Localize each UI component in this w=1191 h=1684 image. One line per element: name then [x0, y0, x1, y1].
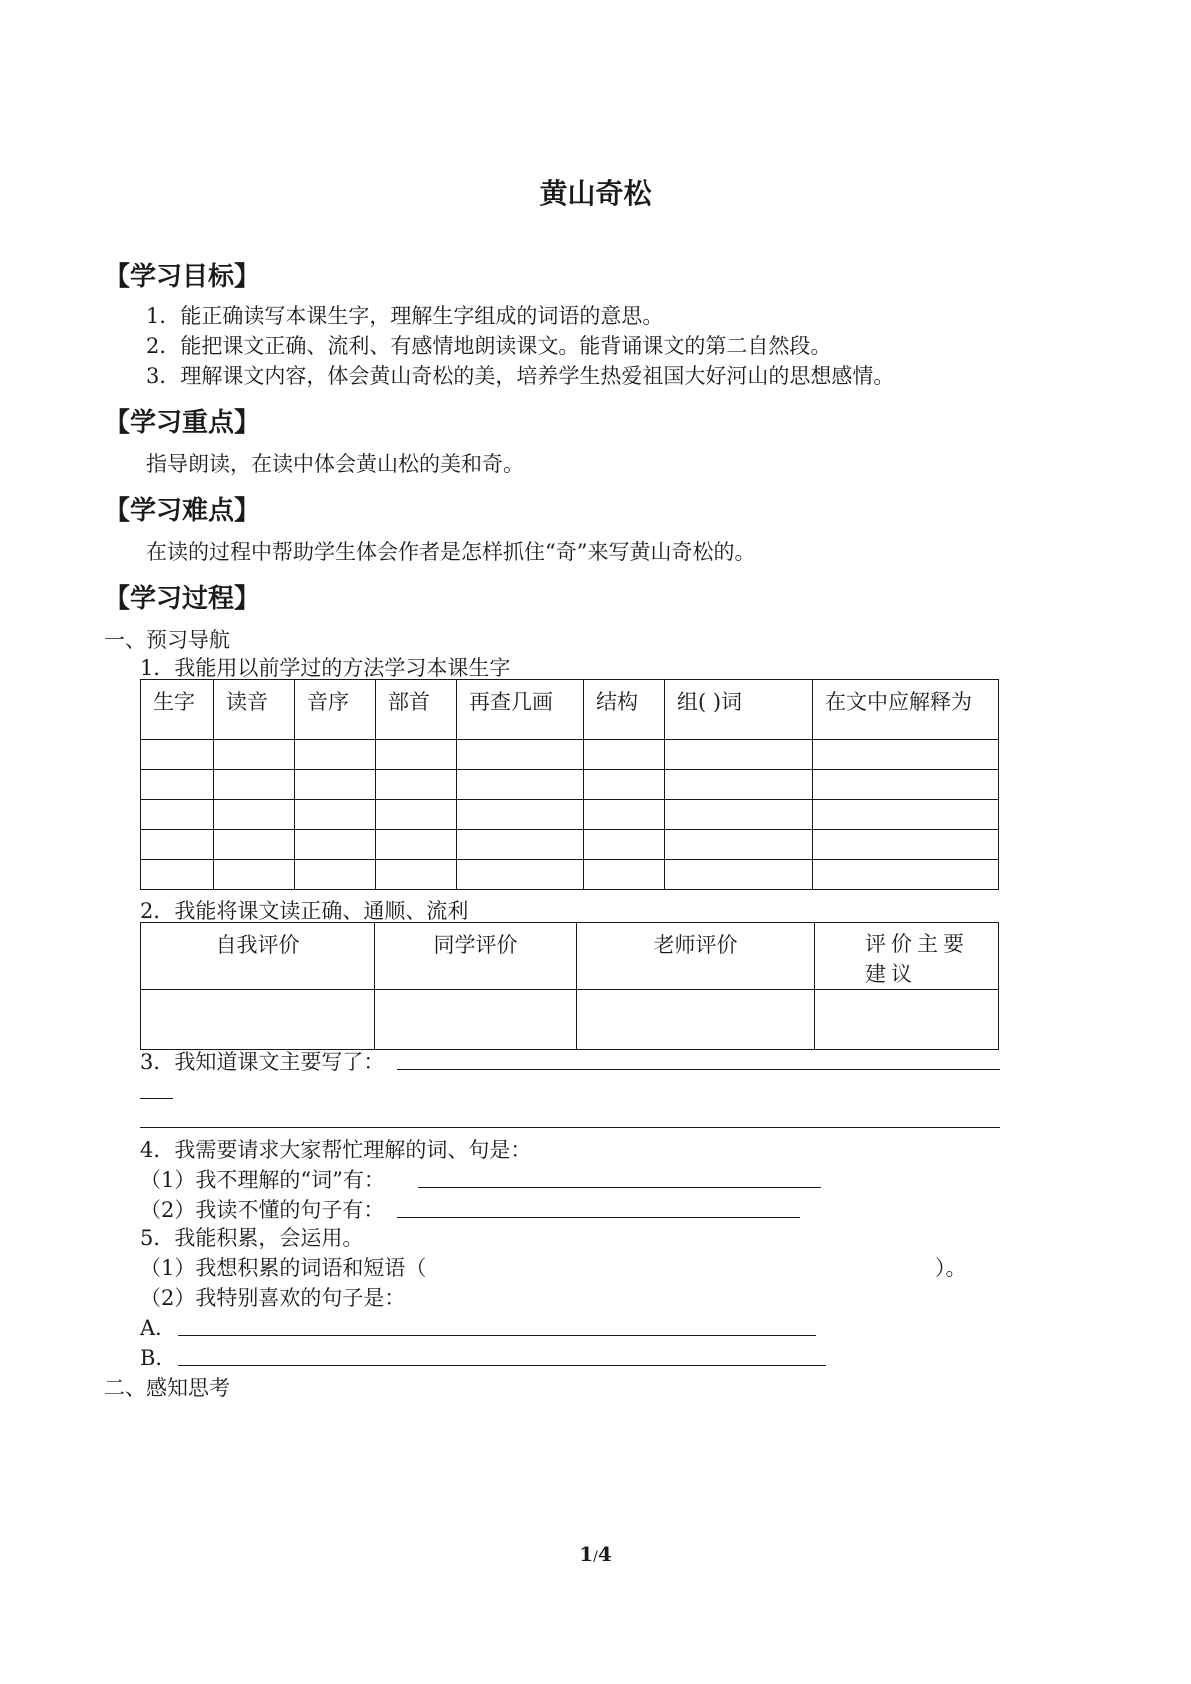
table-cell[interactable] — [375, 990, 577, 1050]
table-cell[interactable] — [376, 800, 457, 830]
table-cell[interactable] — [457, 860, 584, 890]
table-cell[interactable] — [813, 860, 999, 890]
table-cell[interactable] — [295, 830, 376, 860]
table-cell[interactable] — [577, 990, 815, 1050]
document-title: 黄山奇松 — [539, 177, 652, 210]
answer-line[interactable] — [178, 1365, 826, 1366]
table-cell[interactable] — [457, 830, 584, 860]
table-cell[interactable] — [141, 860, 214, 890]
question-5: 5．我能积累，会运用。 — [140, 1226, 364, 1250]
table-row — [141, 860, 999, 890]
answer-line[interactable] — [397, 1069, 1000, 1070]
table-cell[interactable] — [376, 770, 457, 800]
difficulty-text: 在读的过程中帮助学生体会作者是怎样抓住“奇”来写黄山奇松的。 — [146, 540, 756, 564]
table-cell[interactable] — [815, 990, 999, 1050]
table-cell[interactable] — [457, 740, 584, 770]
table-cell[interactable] — [295, 770, 376, 800]
answer-line[interactable] — [397, 1217, 800, 1218]
option-b-label: B． — [140, 1346, 177, 1370]
table-cell[interactable] — [141, 770, 214, 800]
table-cell[interactable] — [295, 800, 376, 830]
answer-line[interactable] — [178, 1335, 816, 1336]
column-header: 结构 — [584, 680, 665, 740]
table-cell[interactable] — [214, 800, 295, 830]
page-number — [0, 1542, 1191, 1566]
goals-heading: 【学习目标】 — [104, 262, 261, 292]
option-a-label: A． — [140, 1316, 177, 1340]
goal-item: 2．能把课文正确、流利、有感情地朗读课文。能背诵课文的第二自然段。 — [146, 334, 832, 358]
table-cell[interactable] — [376, 830, 457, 860]
table-header-row — [141, 923, 999, 990]
table-cell[interactable] — [141, 990, 375, 1050]
table-cell[interactable] — [813, 740, 999, 770]
column-header: 老师评价 — [577, 923, 815, 990]
column-header: 评价主要建议 — [815, 923, 999, 990]
table-cell[interactable] — [214, 740, 295, 770]
total-pages: 4 — [597, 1542, 612, 1566]
section-preview-heading: 一、预习导航 — [104, 628, 230, 652]
page-separator: / — [593, 1549, 598, 1565]
table-cell[interactable] — [141, 830, 214, 860]
table-cell[interactable] — [214, 770, 295, 800]
goal-item: 1．能正确读写本课生字，理解生字组成的词语的意思。 — [146, 304, 664, 328]
table-cell[interactable] — [141, 800, 214, 830]
question-5-1: （1）我想积累的词语和短语（ — [140, 1256, 427, 1280]
evaluation-table — [140, 922, 999, 1050]
table-cell[interactable] — [214, 830, 295, 860]
table-cell[interactable] — [376, 860, 457, 890]
focus-text: 指导朗读，在读中体会黄山松的美和奇。 — [146, 452, 524, 476]
column-header: 读音 — [214, 680, 295, 740]
table-header-row — [141, 680, 999, 740]
character-study-table — [140, 679, 999, 890]
column-header: 再查几画 — [457, 680, 584, 740]
table-cell[interactable] — [665, 860, 813, 890]
table-cell[interactable] — [813, 800, 999, 830]
table-cell[interactable] — [665, 740, 813, 770]
current-page: 1 — [579, 1542, 594, 1566]
answer-line[interactable] — [418, 1187, 821, 1188]
table-row — [141, 990, 999, 1050]
column-header: 音序 — [295, 680, 376, 740]
section-perception-heading: 二、感知思考 — [104, 1376, 230, 1400]
difficulty-heading: 【学习难点】 — [104, 496, 261, 526]
table-row — [141, 740, 999, 770]
table-cell[interactable] — [813, 830, 999, 860]
table-row — [141, 800, 999, 830]
goal-item: 3．理解课文内容，体会黄山奇松的美，培养学生热爱祖国大好河山的思想感情。 — [146, 364, 895, 388]
table-cell[interactable] — [813, 770, 999, 800]
table-cell[interactable] — [295, 860, 376, 890]
table-cell[interactable] — [584, 770, 665, 800]
column-header: 生字 — [141, 680, 214, 740]
table-cell[interactable] — [584, 830, 665, 860]
process-heading: 【学习过程】 — [104, 584, 261, 614]
question-5-1-close: ）。 — [935, 1256, 967, 1280]
table-cell[interactable] — [665, 800, 813, 830]
table-cell[interactable] — [295, 740, 376, 770]
table-cell[interactable] — [214, 860, 295, 890]
table-row — [141, 830, 999, 860]
table-cell[interactable] — [376, 740, 457, 770]
question-4-2: （2）我读不懂的句子有： — [140, 1198, 385, 1222]
table-row — [141, 770, 999, 800]
question-3: 3．我知道课文主要写了： — [140, 1050, 385, 1074]
table-cell[interactable] — [584, 860, 665, 890]
column-header: 部首 — [376, 680, 457, 740]
table-cell[interactable] — [665, 770, 813, 800]
question-2: 2．我能将课文读正确、通顺、流利 — [140, 899, 469, 923]
table-cell[interactable] — [665, 830, 813, 860]
answer-line[interactable] — [140, 1098, 173, 1099]
table-cell[interactable] — [584, 800, 665, 830]
focus-heading: 【学习重点】 — [104, 408, 261, 438]
answer-line[interactable] — [140, 1127, 1000, 1128]
question-1: 1．我能用以前学过的方法学习本课生字 — [140, 656, 511, 680]
question-4-1: （1）我不理解的“词”有： — [140, 1168, 385, 1192]
table-cell[interactable] — [457, 800, 584, 830]
question-4: 4．我需要请求大家帮忙理解的词、句是： — [140, 1138, 532, 1162]
column-header: 在文中应解释为 — [813, 680, 999, 740]
column-header: 组( )词 — [665, 680, 813, 740]
table-cell[interactable] — [457, 770, 584, 800]
column-header: 同学评价 — [375, 923, 577, 990]
column-header: 自我评价 — [141, 923, 375, 990]
question-5-2: （2）我特别喜欢的句子是： — [140, 1286, 406, 1310]
table-cell[interactable] — [141, 740, 214, 770]
table-cell[interactable] — [584, 740, 665, 770]
